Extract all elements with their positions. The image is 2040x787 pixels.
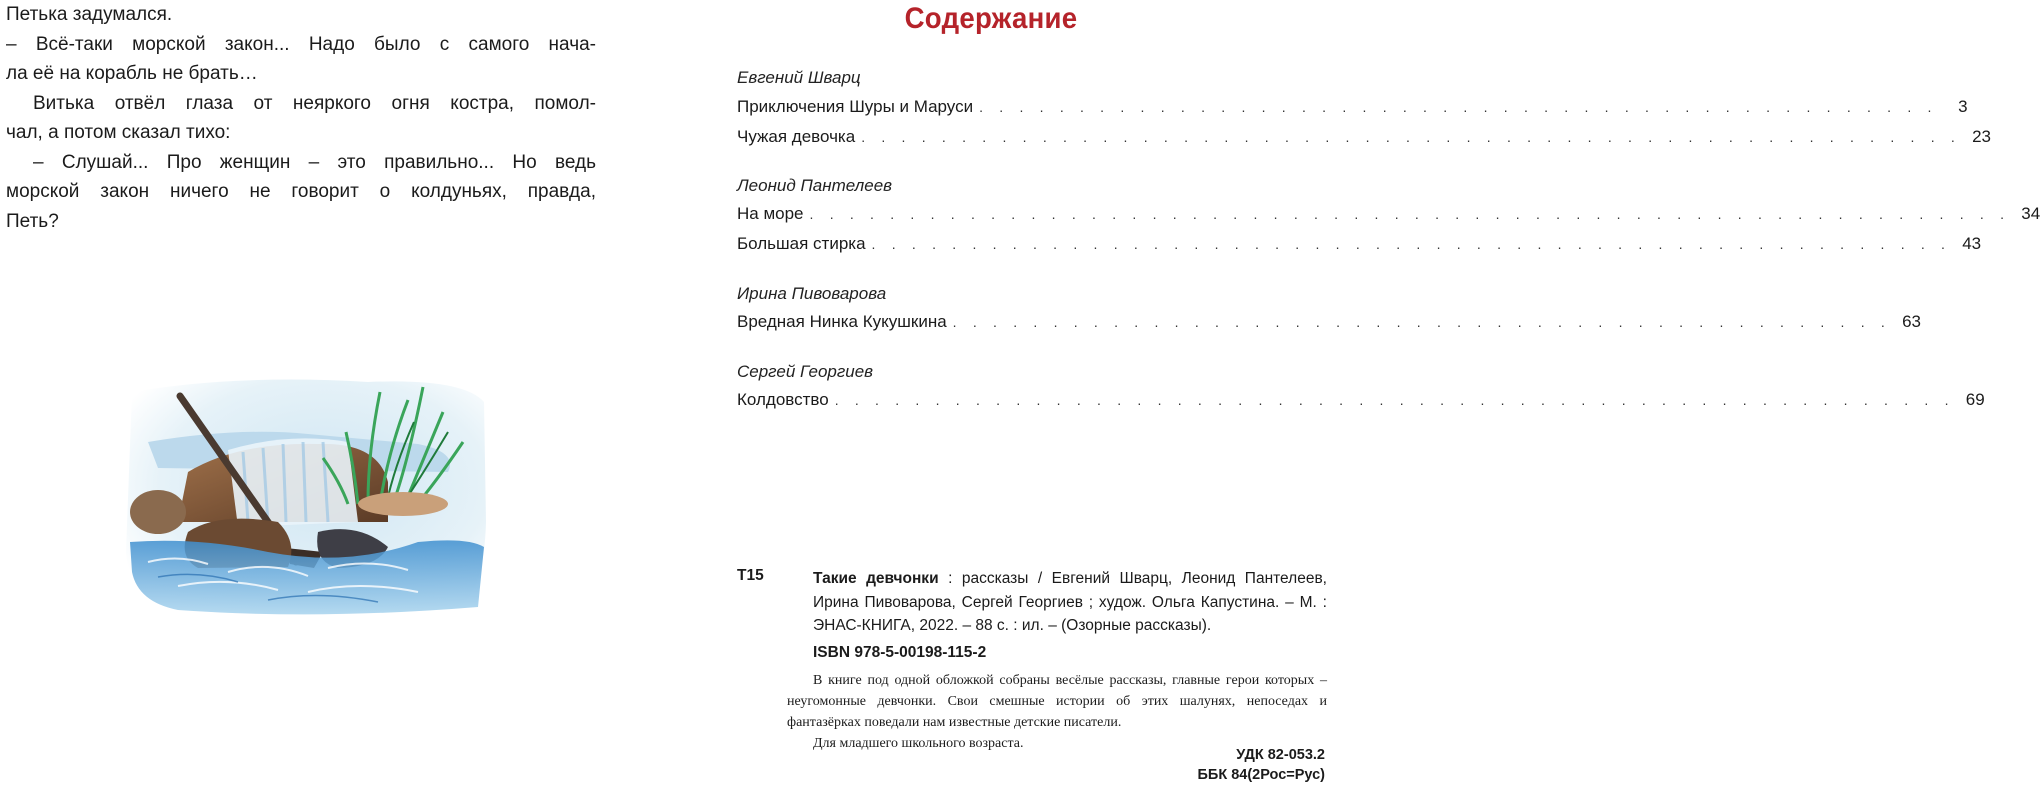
toc-entry-page: 63 — [1902, 312, 1922, 331]
story-line: Петь? — [6, 210, 59, 232]
toc-entry[interactable] — [737, 204, 2040, 228]
toc-leader: . . . . . . . . . . . . . . . . . . . . . . . . . . . . . . . . . . . . . . . . . . . . . . . . . . . . . . — [871, 236, 1952, 252]
toc-entry-page: 69 — [1965, 390, 1985, 409]
toc-entry-title: Большая стирка — [737, 234, 866, 253]
toc-author: Ирина Пивоварова — [737, 284, 887, 303]
toc-leader: . . . . . . . . . . . . . . . . . . . . . . . . . . . . . . . . . . . . . . . . . . . . . . . . . . . . . . . . . . . . — [809, 206, 2011, 222]
story-line: Витька отвёл глаза от неяркого огня костра, помол- — [33, 92, 596, 114]
toc-entry-title: Чужая девочка — [737, 127, 856, 146]
story-text — [6, 0, 596, 236]
library-code: Т15 — [737, 567, 764, 584]
udk-code: УДК 82-053.2 — [1236, 747, 1325, 763]
toc-entry-page: 3 — [1958, 97, 1968, 116]
story-line: морской закон ничего не говорит о колдуньях, правда, — [6, 181, 596, 202]
toc-entry[interactable] — [737, 312, 1922, 336]
toc-leader: . . . . . . . . . . . . . . . . . . . . . . . . . . . . . . . . . . . . . . . . . . . . . . . . — [979, 99, 1938, 115]
story-line: – Всё-таки морской закон... Надо было с самого нача- — [6, 33, 596, 55]
toc-entry-title: Вредная Нинка Кукушкина — [737, 312, 947, 331]
toc-entry[interactable] — [737, 127, 1991, 151]
toc-author: Леонид Пантелеев — [737, 176, 893, 195]
story-line: ла её на корабль не брать… — [6, 63, 258, 84]
toc-entry-title: Колдовство — [737, 390, 829, 409]
story-line: – Слушай... Про женщин – это правильно... Но ведь — [33, 151, 596, 173]
toc-leader: . . . . . . . . . . . . . . . . . . . . . . . . . . . . . . . . . . . . . . . . . . . . . . . . . . . . . . . . — [834, 392, 1955, 408]
book-title: Такие девчонки — [813, 570, 939, 587]
river-illustration — [118, 372, 490, 620]
toc-author: Сергей Георгиев — [737, 362, 874, 381]
annotation-text: В книге под одной обложкой собраны весёлые рассказы, главные герои которых – неугомонные девчонки. Свои смешные истории об этих шалунях, непоседах и фантазёрках поведали нам известные детские писатели. — [787, 673, 1327, 730]
annotation — [787, 670, 1327, 754]
bibliographic-description — [813, 567, 1327, 638]
toc-entry-title: Приключения Шуры и Маруси — [737, 97, 974, 116]
toc-author: Евгений Шварц — [737, 68, 861, 87]
toc-title: Содержание — [904, 2, 1078, 35]
toc-entry-page: 34 — [2021, 204, 2040, 223]
story-line: Петька задумался. — [6, 4, 173, 25]
bibliographic-details: : рассказы / Евгений Шварц, Леонид Пантелеев, Ирина Пивоварова, Сергей Георгиев ; худож. Ольга Капустина. – М. : ЭНАС-КНИГА, 2022. – 88 с. : ил. – (Озорные рассказы). — [813, 570, 1327, 634]
age-rating: Для младшего школьного возраста. — [813, 736, 1024, 751]
toc-leader: . . . . . . . . . . . . . . . . . . . . . . . . . . . . . . . . . . . . . . . . . . . . . . . — [952, 314, 1892, 330]
toc-entry-title: На море — [737, 204, 804, 223]
classification-codes — [1197, 745, 1325, 785]
story-line: чал, а потом сказал тихо: — [6, 122, 231, 143]
toc-leader: . . . . . . . . . . . . . . . . . . . . . . . . . . . . . . . . . . . . . . . . . . . . . . . . . . . . . . . — [861, 129, 1961, 145]
toc-entry[interactable] — [737, 234, 1982, 258]
toc-entry-page: 23 — [1972, 127, 1991, 146]
bbk-code: ББК 84(2Рос=Рус) — [1197, 767, 1325, 783]
toc-entry[interactable] — [737, 97, 1968, 121]
isbn: ISBN 978-5-00198-115-2 — [813, 644, 987, 661]
toc-entry[interactable] — [737, 390, 1985, 414]
toc-entry-page: 43 — [1962, 234, 1982, 253]
